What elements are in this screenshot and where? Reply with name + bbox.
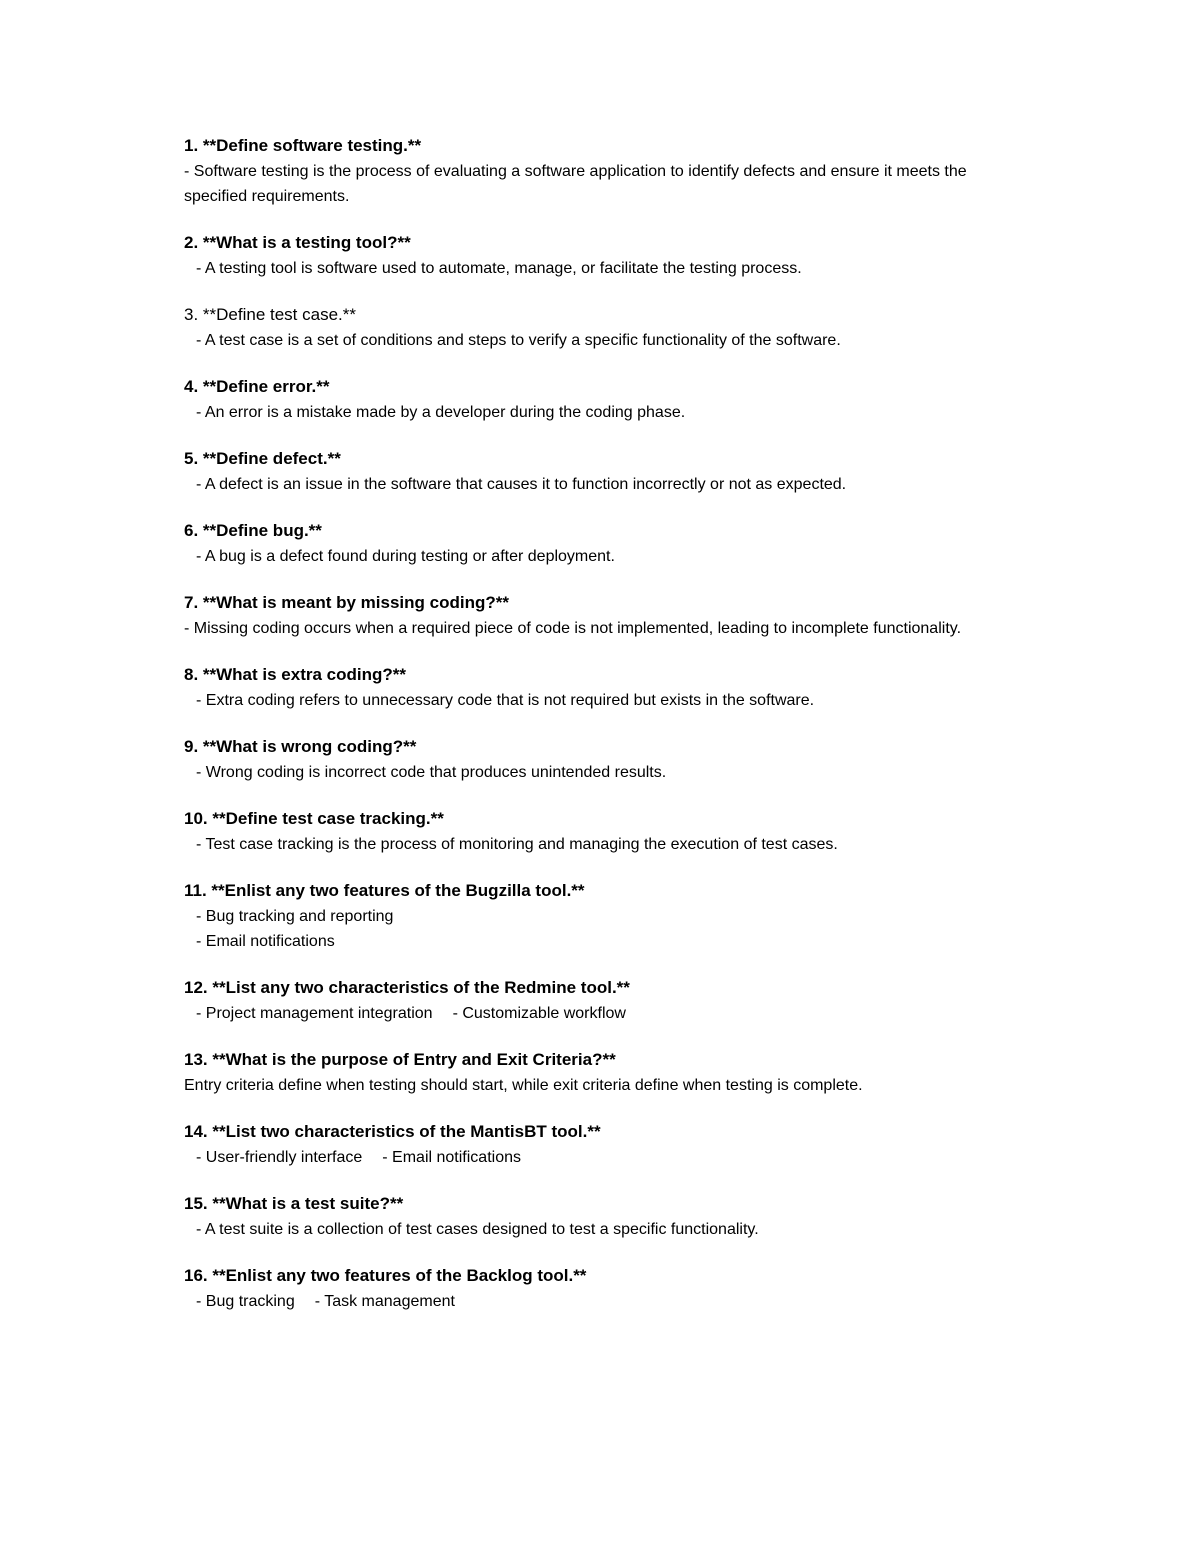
question-2: 2. **What is a testing tool?** [184,233,411,252]
qa-item-13 [184,1047,1064,1098]
answer-16-part-2: - Task management [314,1293,455,1310]
qa-item-4 [184,374,1064,425]
question-13: 13. **What is the purpose of Entry and Exit Criteria?** [184,1050,616,1069]
question-7: 7. **What is meant by missing coding?** [184,593,509,612]
question-10: 10. **Define test case tracking.** [184,809,444,828]
qa-item-8 [184,662,1064,713]
answer-16-part-1: - Bug tracking [196,1293,295,1310]
question-15: 15. **What is a test suite?** [184,1194,404,1213]
question-16: 16. **Enlist any two features of the Backlog tool.** [184,1266,587,1285]
qa-item-10 [184,806,1064,857]
answer-9: - Wrong coding is incorrect code that produces unintended results. [196,764,667,781]
answer-6: - A bug is a defect found during testing or after deployment. [196,548,615,565]
question-4: 4. **Define error.** [184,377,330,396]
answer-4: - An error is a mistake made by a developer during the coding phase. [196,404,686,421]
answer-7: - Missing coding occurs when a required piece of code is not implemented, leading to incomplete functionality. [184,620,962,637]
answer-1: - Software testing is the process of evaluating a software application to identify defects and ensure it meets the specified requirements. [184,163,967,205]
answer-2: - A testing tool is software used to automate, manage, or facilitate the testing process. [196,260,802,277]
qa-item-2 [184,230,1064,281]
answer-13: Entry criteria define when testing should start, while exit criteria define when testing is complete. [184,1077,863,1094]
answer-5: - A defect is an issue in the software that causes it to function incorrectly or not as expected. [196,476,847,493]
question-14: 14. **List two characteristics of the MantisBT tool.** [184,1122,601,1141]
answer-14-part-1: - User-friendly interface [196,1149,363,1166]
question-3: 3. **Define test case.** [184,305,356,324]
document-page [184,133,1064,1335]
qa-item-11 [184,878,1064,954]
answer-14 [184,1145,1064,1170]
qa-item-7 [184,590,1064,641]
answer-11-line-1: - Bug tracking and reporting [196,908,394,925]
qa-item-16 [184,1263,1064,1314]
qa-item-14 [184,1119,1064,1170]
question-5: 5. **Define defect.** [184,449,341,468]
question-6: 6. **Define bug.** [184,521,322,540]
qa-item-6 [184,518,1064,569]
answer-12-part-1: - Project management integration [196,1005,433,1022]
answer-11-line-2: - Email notifications [196,933,335,950]
question-8: 8. **What is extra coding?** [184,665,406,684]
question-1: 1. **Define software testing.** [184,136,422,155]
answer-3: - A test case is a set of conditions and steps to verify a specific functionality of the software. [196,332,841,349]
qa-item-5 [184,446,1064,497]
question-9: 9. **What is wrong coding?** [184,737,417,756]
qa-item-1 [184,133,1064,209]
answer-16 [184,1289,1064,1314]
answer-8: - Extra coding refers to unnecessary code that is not required but exists in the software. [196,692,815,709]
question-11: 11. **Enlist any two features of the Bugzilla tool.** [184,881,585,900]
qa-item-15 [184,1191,1064,1242]
answer-14-part-2: - Email notifications [382,1149,521,1166]
answer-12 [184,1001,1064,1026]
answer-15: - A test suite is a collection of test cases designed to test a specific functionality. [196,1221,759,1238]
qa-item-9 [184,734,1064,785]
question-12: 12. **List any two characteristics of the Redmine tool.** [184,978,630,997]
qa-item-3 [184,302,1064,353]
answer-10: - Test case tracking is the process of monitoring and managing the execution of test cases. [196,836,838,853]
answer-12-part-2: - Customizable workflow [452,1005,626,1022]
qa-item-12 [184,975,1064,1026]
